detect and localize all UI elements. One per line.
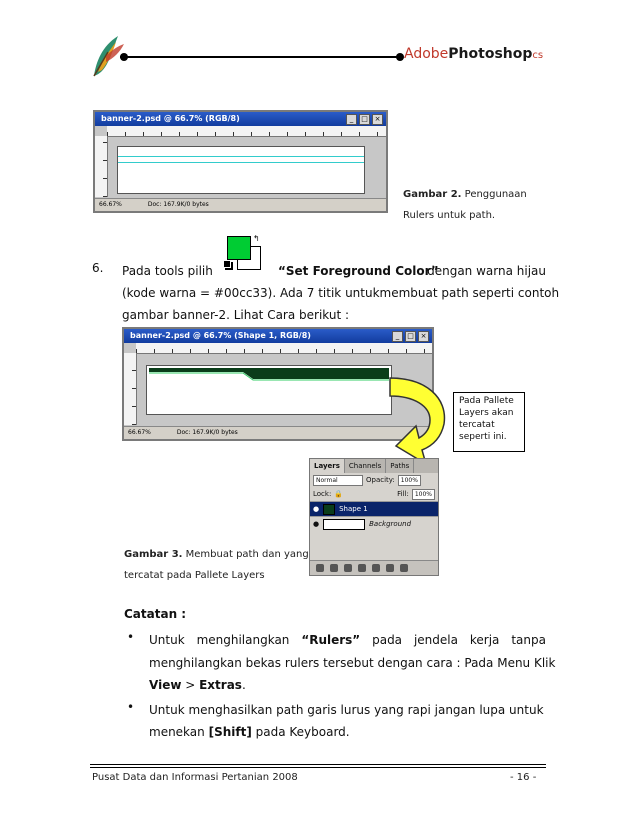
layer-name: Background bbox=[369, 520, 412, 528]
footer-left: Pusat Data dan Informasi Pertanian 2008 bbox=[92, 772, 298, 783]
status-bar: 66.67% Doc: 167.9K/0 bytes bbox=[124, 426, 432, 439]
document-canvas bbox=[117, 146, 365, 194]
vertical-ruler bbox=[124, 353, 137, 425]
window-title: banner-2.psd @ 66.7% (Shape 1, RGB/8) bbox=[124, 329, 432, 343]
step6-line2: (kode warna = #00cc33). Ada 7 titik untukmembuat path seperti contoh bbox=[122, 286, 560, 300]
swap-colors-icon: ↰ bbox=[253, 234, 260, 243]
step6-line1c: dengan warna hijau bbox=[427, 264, 546, 278]
eye-icon[interactable]: ● bbox=[313, 520, 320, 528]
adjustment-icon[interactable] bbox=[358, 564, 366, 572]
tab-paths[interactable]: Paths bbox=[386, 459, 414, 473]
figure2-caption: Gambar 2. Penggunaan Rulers untuk path. bbox=[403, 189, 527, 221]
palette-tabs bbox=[310, 459, 438, 473]
shape-path bbox=[147, 366, 391, 414]
style-icon[interactable] bbox=[330, 564, 338, 572]
footer-rule-2 bbox=[90, 767, 546, 768]
eye-icon[interactable]: ● bbox=[313, 505, 320, 513]
opacity-field[interactable]: 100% bbox=[398, 475, 421, 486]
horizontal-ruler bbox=[136, 343, 432, 354]
lock-row bbox=[310, 487, 438, 501]
horizontal-ruler bbox=[107, 126, 386, 137]
layer-thumbnail bbox=[323, 519, 365, 530]
vertical-ruler bbox=[95, 136, 108, 197]
fill-field[interactable]: 100% bbox=[412, 489, 435, 500]
note1-line3: View > Extras. bbox=[149, 678, 246, 692]
blend-mode-select[interactable]: Normal bbox=[313, 475, 363, 486]
layer-row-shape1[interactable] bbox=[310, 501, 438, 516]
window-controls: _ □ × bbox=[346, 114, 383, 125]
brand-logo: AdobePhotoshopcs bbox=[404, 46, 544, 62]
curved-arrow-icon bbox=[386, 372, 456, 472]
header-dot-right bbox=[396, 53, 404, 61]
bullet-icon: • bbox=[127, 700, 135, 714]
document-canvas bbox=[146, 365, 392, 415]
window-controls: _ □ × bbox=[392, 331, 429, 342]
link-icon[interactable] bbox=[316, 564, 324, 572]
note2-line1: Untuk menghasilkan path garis lurus yang rapi jangan lupa untuk bbox=[149, 703, 544, 717]
palette-footer bbox=[310, 560, 438, 575]
fill-label: Fill: bbox=[397, 490, 409, 498]
step6-line1b: “Set Foreground Color” bbox=[278, 264, 439, 278]
layer-name: Shape 1 bbox=[339, 505, 368, 513]
figure2-window bbox=[93, 110, 388, 213]
step6-line1a: Pada tools pilih bbox=[122, 264, 213, 278]
step-number: 6. bbox=[92, 261, 104, 275]
lock-icon[interactable]: 🔒 bbox=[334, 490, 344, 498]
note1-line1: Untuk menghilangkan “Rulers” pada jendela kerja tanpa bbox=[149, 633, 546, 647]
blend-row bbox=[310, 473, 438, 487]
tab-layers[interactable]: Layers bbox=[310, 459, 345, 473]
lock-label: Lock: bbox=[313, 490, 332, 498]
folder-icon[interactable] bbox=[372, 564, 380, 572]
foreground-color-tool-icon[interactable] bbox=[219, 230, 265, 274]
layers-palette bbox=[309, 458, 439, 576]
note1-line2: menghilangkan bekas rulers tersebut dengan cara : Pada Menu Klik bbox=[149, 656, 556, 670]
default-colors-icon bbox=[223, 260, 231, 268]
window-title: banner-2.psd @ 66.7% (RGB/8) bbox=[95, 112, 386, 126]
layer-thumbnail bbox=[323, 504, 335, 515]
header-rule bbox=[120, 56, 400, 58]
footer-rule bbox=[90, 764, 546, 765]
status-bar: 66.67% Doc: 167.9K/0 bytes bbox=[95, 198, 386, 211]
callout-box: Pada Pallete Layers akan tercatat seperti ini. bbox=[453, 392, 525, 452]
step6-line3: gambar banner-2. Lihat Cara berikut : bbox=[122, 308, 350, 322]
mask-icon[interactable] bbox=[344, 564, 352, 572]
figure3-caption: Gambar 3. Membuat path dan yang tercatat pada Pallete Layers bbox=[124, 549, 309, 581]
new-layer-icon[interactable] bbox=[386, 564, 394, 572]
trash-icon[interactable] bbox=[400, 564, 408, 572]
opacity-label: Opacity: bbox=[366, 476, 395, 484]
note2-line2: menekan [Shift] pada Keyboard. bbox=[149, 725, 350, 739]
bullet-icon: • bbox=[127, 630, 135, 644]
notes-title: Catatan : bbox=[124, 607, 187, 621]
tab-channels[interactable]: Channels bbox=[345, 459, 386, 473]
layer-row-background[interactable] bbox=[310, 516, 438, 531]
page-number: - 16 - bbox=[510, 772, 537, 783]
